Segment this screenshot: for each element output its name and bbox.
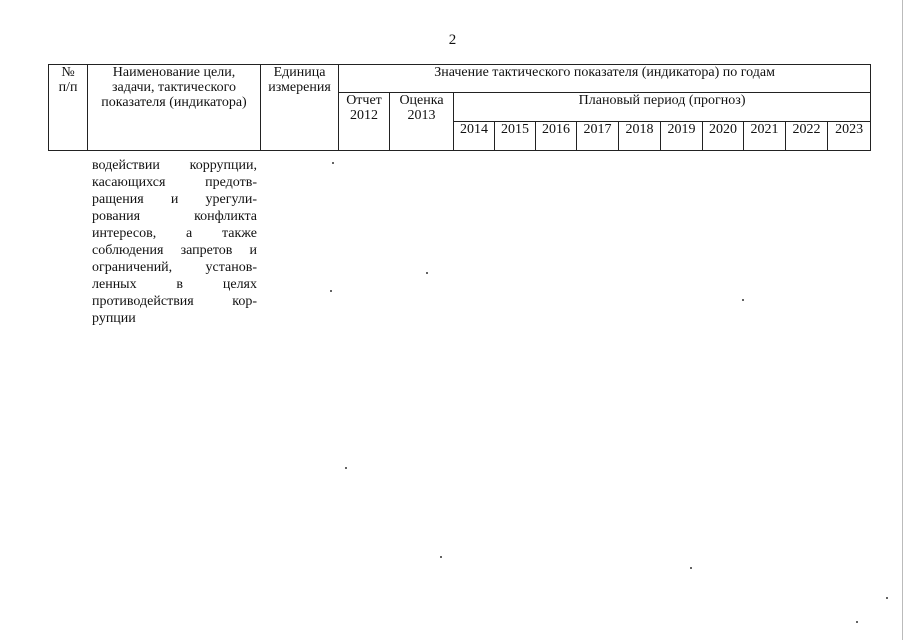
scan-edge-line [902,0,903,640]
col-header-year-2022: 2022 [786,122,828,151]
indicators-table [48,64,871,151]
col-header-unit-line2: измерения [268,80,331,95]
col-header-year-2014: 2014 [454,122,495,151]
col-header-year-2016: 2016 [536,122,577,151]
col-header-name [88,65,261,151]
col-header-estimate-2013 [390,93,454,151]
scan-speck [330,290,332,292]
scan-speck [345,467,347,469]
col-header-estimate-line1: Оценка [399,93,444,108]
col-header-name-line2: задачи, тактического [111,80,237,95]
scan-speck [886,597,888,599]
text-line: интересов, а также [92,226,257,241]
col-header-name-line1: Наименование цели, [112,65,236,80]
text-line: противодействия кор- [92,294,257,309]
col-header-year-2017: 2017 [577,122,619,151]
scan-speck [440,556,442,558]
col-header-year-2023: 2023 [828,122,871,151]
col-header-year-2020: 2020 [703,122,744,151]
col-header-unit-line1: Единица [273,65,326,80]
col-header-year-2021: 2021 [744,122,786,151]
col-header-number-line1: № [61,65,75,80]
col-header-estimate-line2: 2013 [407,108,436,123]
scan-speck [856,621,858,623]
scan-speck [332,162,334,164]
col-header-unit [261,65,339,151]
col-header-year-2019: 2019 [661,122,703,151]
col-header-values-by-year: Значение тактического показателя (индикатора) по годам [339,65,871,93]
text-line: ограничений, установ- [92,260,257,275]
col-header-name-line3: показателя (индикатора) [101,95,247,110]
scan-speck [742,299,744,301]
col-header-number-line2: п/п [58,80,78,95]
col-header-number [49,65,88,151]
text-line: водействии коррупции, [92,158,257,173]
scan-speck [426,272,428,274]
text-line: ращения и урегули- [92,192,257,207]
col-header-year-2015: 2015 [495,122,536,151]
col-header-year-2018: 2018 [619,122,661,151]
scan-speck [690,567,692,569]
col-header-report-2012 [339,93,390,151]
indicator-name-continuation [92,157,257,327]
text-line: касающихся предотв- [92,175,257,190]
text-line: ленных в целях [92,277,257,292]
col-header-report-line2: 2012 [350,108,378,123]
col-header-report-line1: Отчет [346,93,382,108]
text-line: рования конфликта [92,209,257,224]
col-header-plan-period: Плановый период (прогноз) [454,93,871,122]
text-line: соблюдения запретов и [92,243,257,258]
page-number: 2 [448,32,457,48]
text-line: рупции [92,311,136,326]
